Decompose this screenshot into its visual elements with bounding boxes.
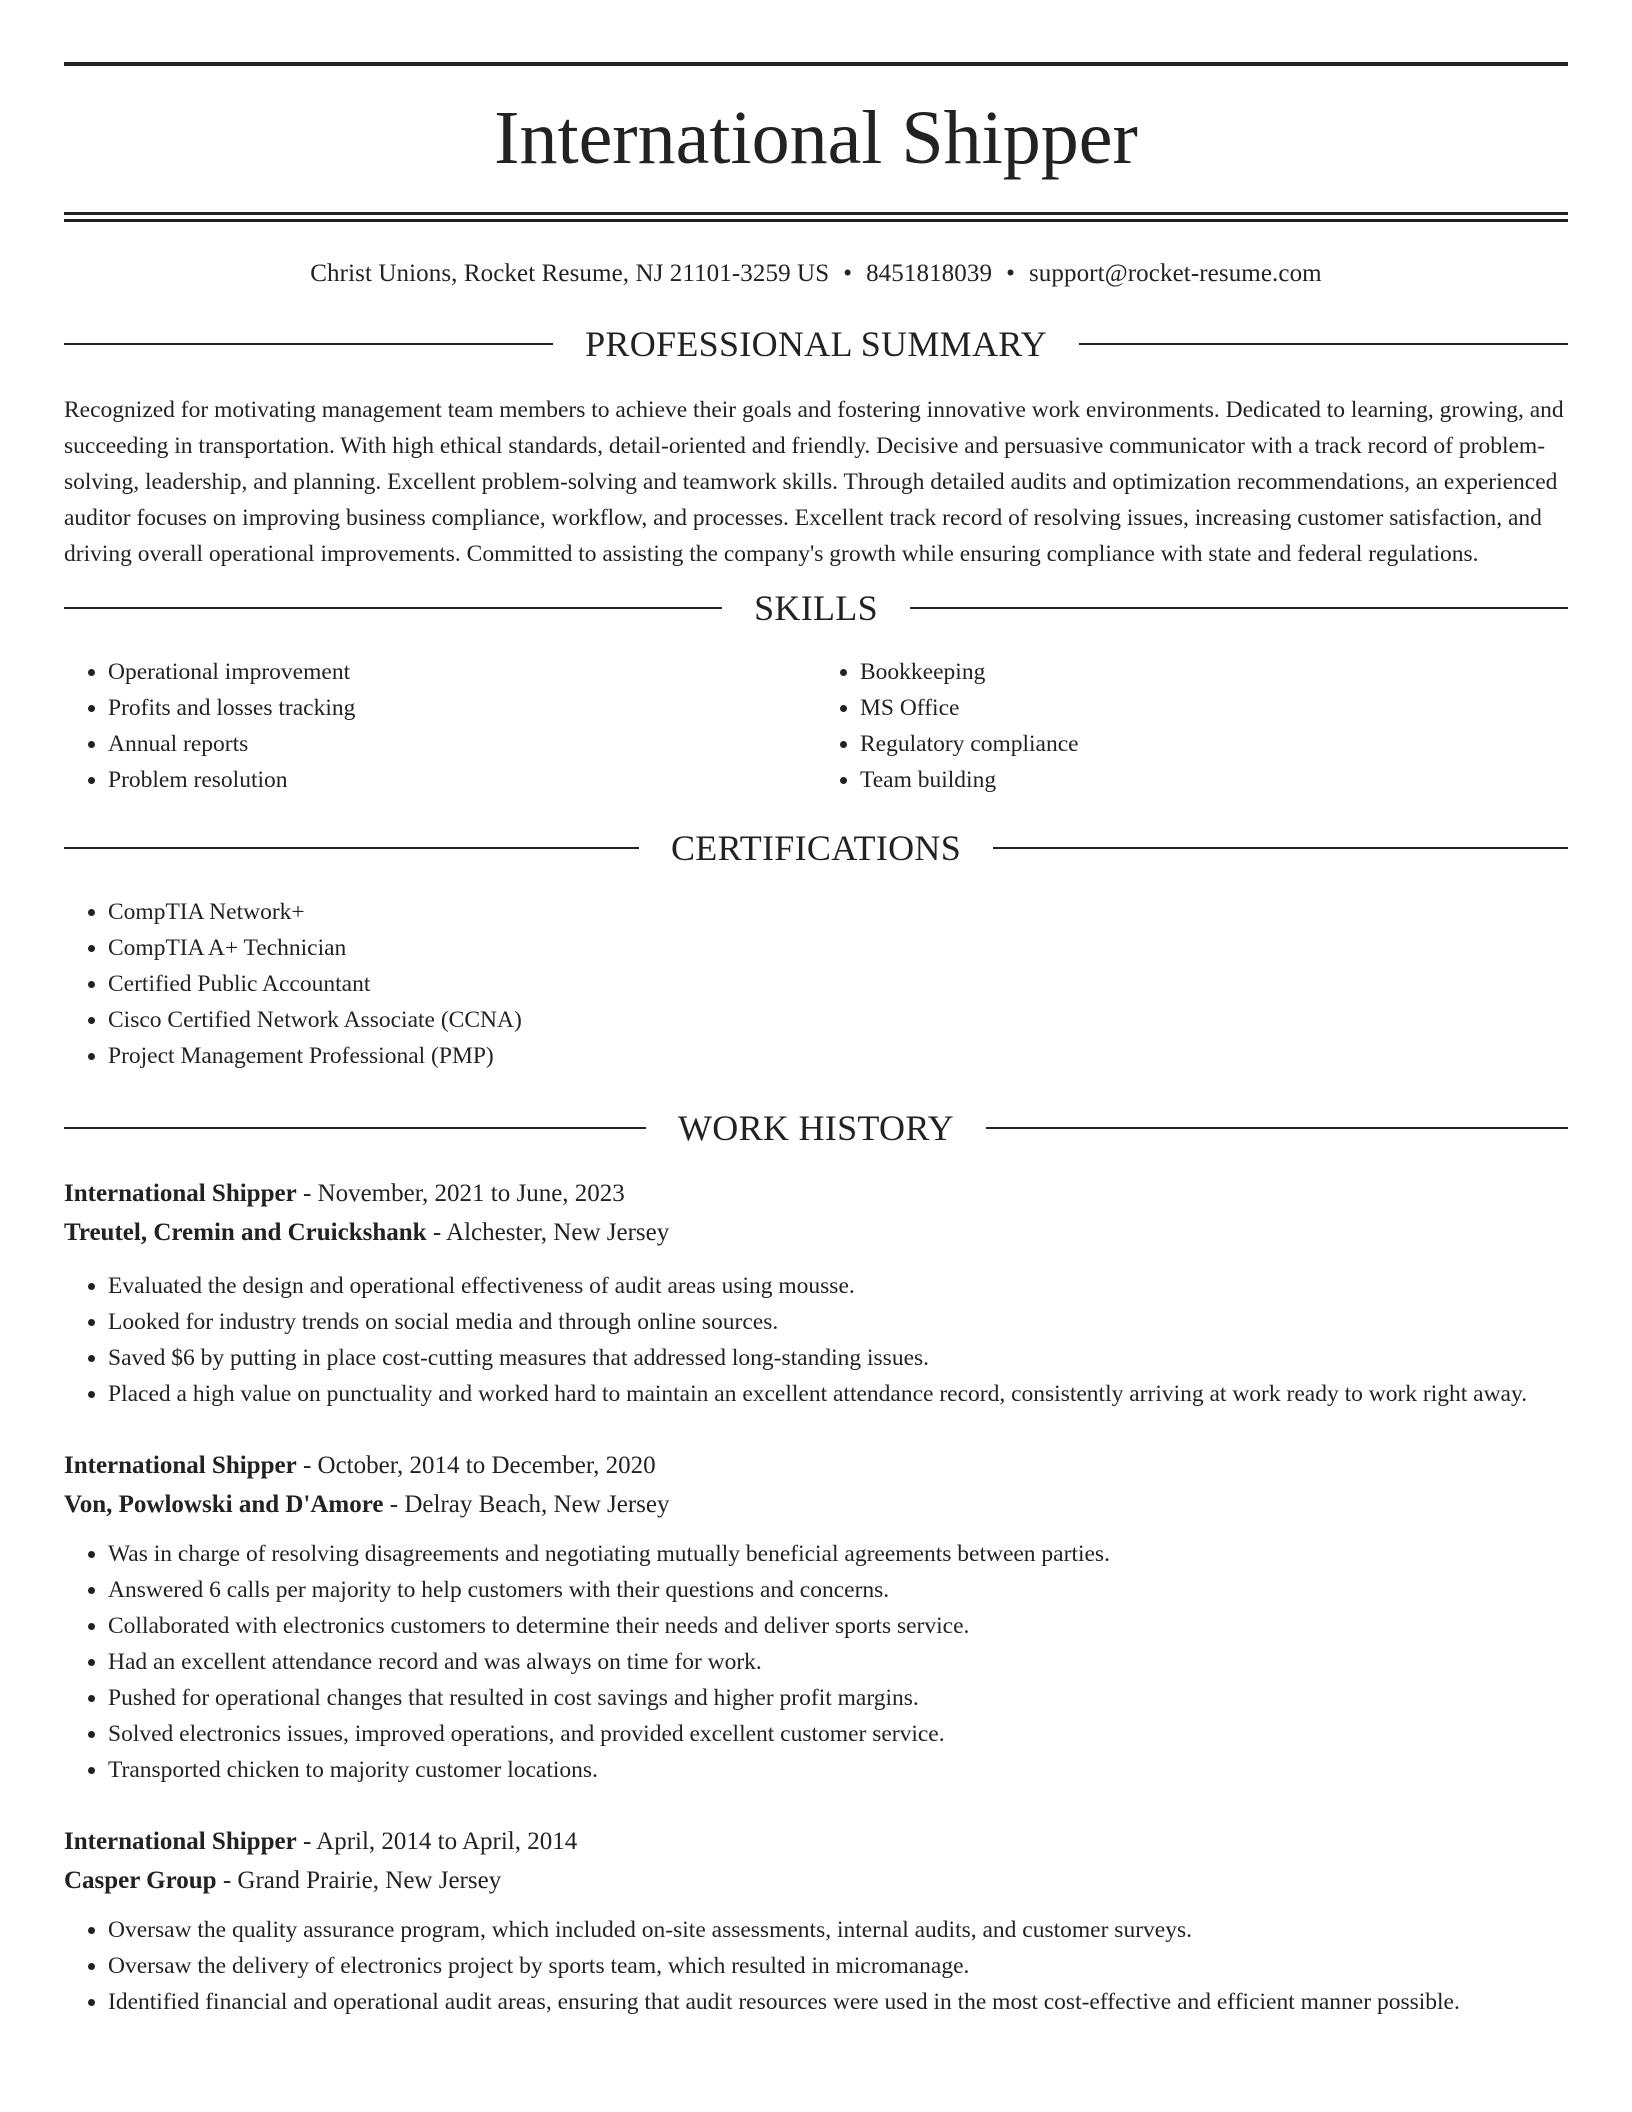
skill-item: • Operational improvement — [108, 654, 816, 690]
job-dates: - November, 2021 to June, 2023 — [296, 1180, 625, 1207]
work-section-heading — [64, 1110, 1568, 1146]
skill-item: • Problem resolution — [108, 762, 816, 798]
certification-item: • Certified Public Accountant — [108, 966, 1568, 1002]
certifications-title: CERTIFICATIONS — [670, 828, 962, 868]
job-role: International Shipper — [64, 1828, 297, 1855]
contact-phone: 8451818039 — [866, 260, 993, 287]
skill-item: • Profits and losses tracking — [108, 690, 816, 726]
job-location: - Grand Prairie, New Jersey — [216, 1867, 502, 1894]
candidate-name: International Shipper — [494, 96, 1138, 180]
job-bullet: • Saved $6 by putting in place cost-cutting measures that addressed long-standing issues. — [108, 1340, 1568, 1376]
heading-rule-right — [993, 847, 1568, 849]
job-bullet: • Oversaw the delivery of electronics project by sports team, which resulted in micromanage. — [108, 1948, 1568, 1984]
heading-rule-right — [1079, 343, 1568, 345]
skills-column-left — [64, 654, 816, 798]
job-bullet: • Evaluated the design and operational effectiveness of audit areas using mousse. — [108, 1268, 1568, 1304]
job-bullet: • Answered 6 calls per majority to help customers with their questions and concerns. — [108, 1572, 1568, 1608]
heading-rule-left — [64, 343, 553, 345]
certifications-list — [64, 894, 1568, 1074]
job-bullet: • Collaborated with electronics customers to determine their needs and deliver sports service. — [108, 1608, 1568, 1644]
job-role: International Shipper — [64, 1452, 297, 1479]
heading-rule-left — [64, 847, 639, 849]
contact-email: support@rocket-resume.com — [1028, 260, 1322, 287]
job-bullet: • Oversaw the quality assurance program, which included on-site assessments, internal audits, and customer surveys. — [108, 1912, 1568, 1948]
summary-section-heading — [64, 326, 1568, 362]
heading-rule-right — [910, 607, 1568, 609]
job-company: Von, Powlowski and D'Amore — [64, 1491, 384, 1518]
job-title-line — [64, 1446, 1568, 1485]
work-title: WORK HISTORY — [678, 1108, 954, 1148]
heading-rule-left — [64, 607, 722, 609]
job-bullets — [64, 1268, 1568, 1412]
job-company-line — [64, 1213, 1568, 1252]
certification-item: • CompTIA Network+ — [108, 894, 1568, 930]
job-dates: - April, 2014 to April, 2014 — [296, 1828, 578, 1855]
job-bullet: • Placed a high value on punctuality and worked hard to maintain an excellent attendance record, consistently arriving at work ready to work right away. — [108, 1376, 1568, 1412]
job-bullet: • Pushed for operational changes that resulted in cost savings and higher profit margins. — [108, 1680, 1568, 1716]
job-bullet: • Solved electronics issues, improved operations, and provided excellent customer service. — [108, 1716, 1568, 1752]
certifications-section-heading — [64, 830, 1568, 866]
certification-item: • Cisco Certified Network Associate (CCNA) — [108, 1002, 1568, 1038]
job-bullet: • Transported chicken to majority customer locations. — [108, 1752, 1568, 1788]
contact-line — [64, 260, 1568, 288]
skills-title: SKILLS — [754, 588, 878, 628]
job-bullet: • Identified financial and operational audit areas, ensuring that audit resources were used in the most cost-effective and efficient manner possible. — [108, 1984, 1568, 2020]
job-title-line — [64, 1822, 1568, 1861]
contact-address: Christ Unions, Rocket Resume, NJ 21101-3259 US — [310, 260, 830, 287]
job-company: Treutel, Cremin and Cruickshank — [64, 1219, 427, 1246]
header-double-rule — [64, 212, 1568, 222]
skills-list — [64, 654, 1568, 798]
job-title-line — [64, 1174, 1568, 1213]
skills-column-right — [816, 654, 1568, 798]
header-top-rule — [64, 62, 1568, 66]
summary-text: Recognized for motivating management team members to achieve their goals and fostering innovative work environments. Dedicated to learning, growing, and succeeding in transportation. With high ethical standards, detail-oriented and friendly. Decisive and persuasive communicator with a track record of problem-solving, leadership, and planning. Excellent problem-solving and teamwork skills. Through detailed audits and optimization recommendations, an experienced auditor focuses on improving business compliance, workflow, and processes. Excellent track record of resolving issues, increasing customer satisfaction, and driving overall operational improvements. Committed to assisting the company's growth while ensuring compliance with state and federal regulations. — [64, 397, 1564, 567]
contact-separator: • — [843, 260, 853, 287]
job-bullet: • Had an excellent attendance record and was always on time for work. — [108, 1644, 1568, 1680]
job-entry — [64, 1174, 1568, 1412]
job-location: - Delray Beach, New Jersey — [383, 1491, 670, 1518]
heading-rule-left — [64, 1127, 646, 1129]
job-entry — [64, 1446, 1568, 1788]
skill-item: • Bookkeeping — [860, 654, 1568, 690]
job-bullet: • Was in charge of resolving disagreements and negotiating mutually beneficial agreements between parties. — [108, 1536, 1568, 1572]
skill-item: • Regulatory compliance — [860, 726, 1568, 762]
job-company-line — [64, 1485, 1568, 1524]
skills-section-heading — [64, 590, 1568, 626]
skill-item: • Annual reports — [108, 726, 816, 762]
skill-item: • MS Office — [860, 690, 1568, 726]
certification-item: • CompTIA A+ Technician — [108, 930, 1568, 966]
skill-item: • Team building — [860, 762, 1568, 798]
contact-separator: • — [1006, 260, 1015, 287]
certification-item: • Project Management Professional (PMP) — [108, 1038, 1568, 1074]
job-bullet: • Looked for industry trends on social media and through online sources. — [108, 1304, 1568, 1340]
job-dates: - October, 2014 to December, 2020 — [296, 1452, 656, 1479]
job-company-line — [64, 1861, 1568, 1900]
heading-rule-right — [986, 1127, 1568, 1129]
summary-title: PROFESSIONAL SUMMARY — [585, 324, 1047, 364]
job-company: Casper Group — [64, 1867, 217, 1894]
job-entry — [64, 1822, 1568, 2020]
job-bullets — [64, 1536, 1568, 1788]
job-role: International Shipper — [64, 1180, 297, 1207]
job-location: - Alchester, New Jersey — [426, 1219, 670, 1246]
job-bullets — [64, 1912, 1568, 2020]
